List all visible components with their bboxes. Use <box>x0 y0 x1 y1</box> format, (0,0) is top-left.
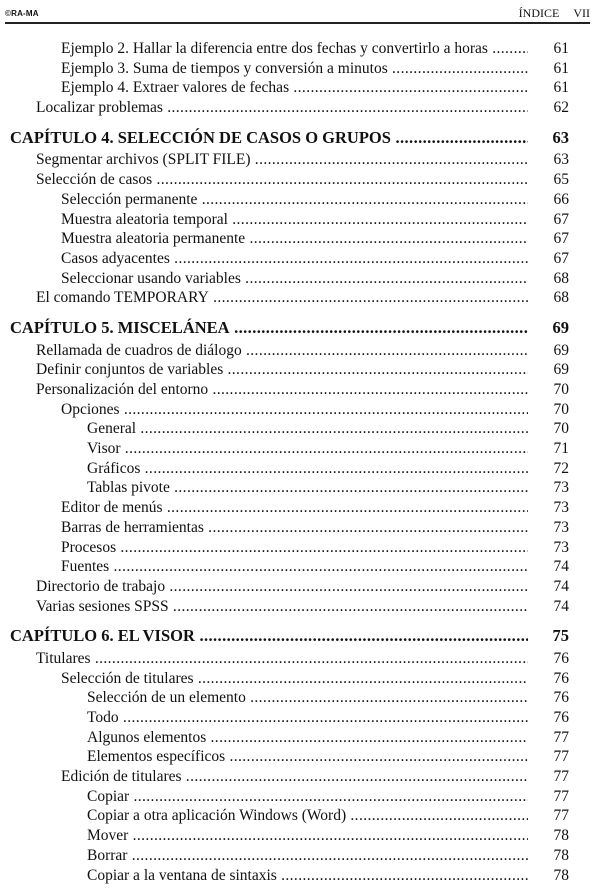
toc-entry-page: 67 <box>553 249 569 267</box>
toc-entry <box>0 649 600 669</box>
toc-entry-title: Personalización del entorno ..... <box>0 380 528 400</box>
toc-entry <box>0 288 600 308</box>
toc-entry-title: Elementos específicos ..... <box>0 747 528 767</box>
toc-entry <box>0 826 600 846</box>
toc-entry-title: Barras de herramientas ..... <box>0 518 528 538</box>
toc-entry-title: Mover ..... <box>0 826 528 846</box>
toc-entry <box>0 478 600 498</box>
toc-entry <box>0 78 600 98</box>
toc-entry <box>0 170 600 190</box>
toc-entry <box>0 360 600 380</box>
toc-entry-page: 70 <box>553 400 569 418</box>
toc-entry-page: 68 <box>553 289 569 307</box>
toc-entry <box>0 249 600 269</box>
toc-entry <box>0 380 600 400</box>
toc-entry <box>0 806 600 826</box>
toc-entry-page: 61 <box>553 59 569 77</box>
toc-entry <box>0 866 600 886</box>
toc-entry-title: Localizar problemas ..... <box>0 98 528 118</box>
toc-entry-title: Ejemplo 2. Hallar la diferencia entre dos fechas y convertirlo a horas ..... <box>0 39 528 59</box>
toc-entry-page: 77 <box>553 787 569 805</box>
toc-entry-page: 74 <box>553 577 569 595</box>
toc-entry-page: 69 <box>553 341 569 359</box>
toc-entry-page: 76 <box>553 709 569 726</box>
toc-entry-page: 77 <box>553 807 569 825</box>
toc-entry-title: Definir conjuntos de variables ..... <box>0 360 528 380</box>
toc-entry-page: 63 <box>553 151 569 169</box>
page-header <box>5 6 590 24</box>
toc-entry-page: 78 <box>553 827 569 845</box>
toc-entry-title: Directorio de trabajo ..... <box>0 577 528 597</box>
toc-entry <box>0 341 600 361</box>
toc-entry-title: General ..... <box>0 419 528 439</box>
toc-entry-title: Seleccionar usando variables ..... <box>0 269 528 289</box>
toc-entry <box>0 190 600 210</box>
toc-entry-page: 76 <box>553 669 569 687</box>
toc-entry-title: Gráficos ..... <box>0 459 528 479</box>
toc-entry-page: 73 <box>553 479 569 497</box>
toc-entry-title: Visor ..... <box>0 439 528 459</box>
toc-entry-page: 61 <box>553 79 569 97</box>
toc-entry-title: Copiar a la ventana de sintaxis ..... <box>0 866 528 886</box>
toc-entry-title: Selección de casos ..... <box>0 170 528 190</box>
toc-entry-title: Varias sesiones SPSS ..... <box>0 597 528 617</box>
toc-entry-title: Selección de titulares ..... <box>0 669 528 689</box>
toc-entry-title: Selección de un elemento ..... <box>0 688 528 708</box>
toc-entry-title: Casos adyacentes ..... <box>0 249 528 269</box>
toc-entry-page: 62 <box>553 99 569 117</box>
section-title: ÍNDICE <box>518 6 560 20</box>
toc-entry-title: Copiar a otra aplicación Windows (Word) ..... <box>0 806 528 826</box>
toc-entry-page: 66 <box>553 190 569 208</box>
toc-entry-page: 67 <box>553 210 569 228</box>
toc-entry <box>0 688 600 708</box>
toc-entry-title: Editor de menús ..... <box>0 498 528 518</box>
toc-entry-title: Opciones ..... <box>0 400 528 420</box>
toc-entry-page: 76 <box>553 689 569 707</box>
toc-entry-title: Procesos ..... <box>0 538 528 558</box>
toc-entry-title: Todo ..... <box>0 708 528 728</box>
toc-entry-page: 78 <box>553 846 569 864</box>
toc-entry <box>0 597 600 617</box>
toc-entry-title: Borrar ..... <box>0 846 528 866</box>
toc-entry <box>0 439 600 459</box>
toc-entry <box>0 767 600 787</box>
toc-entry <box>0 728 600 748</box>
toc-entry <box>0 459 600 479</box>
toc-entry-page: 76 <box>553 649 569 667</box>
toc-entry <box>0 150 600 170</box>
toc-entry-title: Ejemplo 3. Suma de tiempos y conversión a minutos ..... <box>0 59 528 79</box>
toc-entry-title: Segmentar archivos (SPLIT FILE) ..... <box>0 150 528 170</box>
toc-entry-title: CAPÍTULO 6. EL VISOR ..... <box>0 626 528 646</box>
running-head <box>505 6 590 21</box>
toc-entry-title: Muestra aleatoria permanente ..... <box>0 229 528 249</box>
toc-entry-page: 69 <box>553 361 569 379</box>
publisher-mark: ©RA-MA <box>5 9 39 18</box>
toc-entry-page: 68 <box>553 269 569 287</box>
toc-entry <box>0 708 600 728</box>
toc-entry-page: 77 <box>553 748 569 766</box>
toc-entry-page: 70 <box>553 420 569 438</box>
toc-entry-page: 73 <box>553 499 569 517</box>
toc-entry-page: 77 <box>553 768 569 786</box>
toc-entry-page: 65 <box>553 171 569 189</box>
toc-entry-page: 73 <box>553 518 569 536</box>
toc-entry-page: 77 <box>553 728 569 746</box>
toc-entry-title: CAPÍTULO 5. MISCELÁNEA ..... <box>0 318 528 338</box>
toc-entry-page: 70 <box>553 381 569 398</box>
toc-entry <box>0 419 600 439</box>
toc-entry <box>0 498 600 518</box>
toc-entry-title: Algunos elementos ..... <box>0 728 528 748</box>
page-number: VII <box>573 6 590 20</box>
toc-entry-page: 73 <box>553 538 569 556</box>
toc-entry-title: Rellamada de cuadros de diálogo ..... <box>0 341 528 361</box>
toc-entry <box>0 59 600 79</box>
toc-entry <box>0 577 600 597</box>
toc-entry <box>0 669 600 689</box>
toc-entry <box>0 39 600 59</box>
toc-chapter <box>0 318 600 338</box>
toc-entry-page: 61 <box>553 40 569 57</box>
toc-entry-page: 78 <box>553 866 569 884</box>
toc-entry-title: Muestra aleatoria temporal ..... <box>0 210 528 230</box>
toc-entry-page: 72 <box>553 459 569 477</box>
toc-entry-page: 67 <box>553 230 569 248</box>
toc-entry-title: Edición de titulares ..... <box>0 767 528 787</box>
toc-entry <box>0 557 600 577</box>
toc-entry <box>0 787 600 807</box>
table-of-contents <box>0 39 600 885</box>
toc-entry <box>0 98 600 118</box>
toc-entry-title: CAPÍTULO 4. SELECCIÓN DE CASOS O GRUPOS ..... <box>0 128 528 148</box>
toc-entry-title: El comando TEMPORARY ..... <box>0 288 528 308</box>
toc-entry-title: Ejemplo 4. Extraer valores de fechas ..... <box>0 78 528 98</box>
toc-chapter <box>0 626 600 646</box>
toc-entry <box>0 518 600 538</box>
toc-entry-title: Selección permanente ..... <box>0 190 528 210</box>
toc-entry <box>0 229 600 249</box>
toc-entry-page: 63 <box>552 127 569 147</box>
toc-entry <box>0 846 600 866</box>
toc-entry <box>0 538 600 558</box>
toc-entry <box>0 400 600 420</box>
toc-entry-page: 69 <box>552 317 569 337</box>
toc-entry <box>0 747 600 767</box>
toc-entry-page: 74 <box>553 597 569 615</box>
toc-entry <box>0 269 600 289</box>
toc-entry <box>0 210 600 230</box>
toc-entry-page: 75 <box>552 626 569 646</box>
toc-entry-title: Titulares ..... <box>0 649 528 669</box>
toc-entry-title: Copiar ..... <box>0 787 528 807</box>
toc-chapter <box>0 128 600 148</box>
toc-entry-title: Tablas pivote ..... <box>0 478 528 498</box>
toc-entry-page: 74 <box>553 558 569 576</box>
toc-entry-title: Fuentes ..... <box>0 557 528 577</box>
toc-entry-page: 71 <box>553 440 569 458</box>
